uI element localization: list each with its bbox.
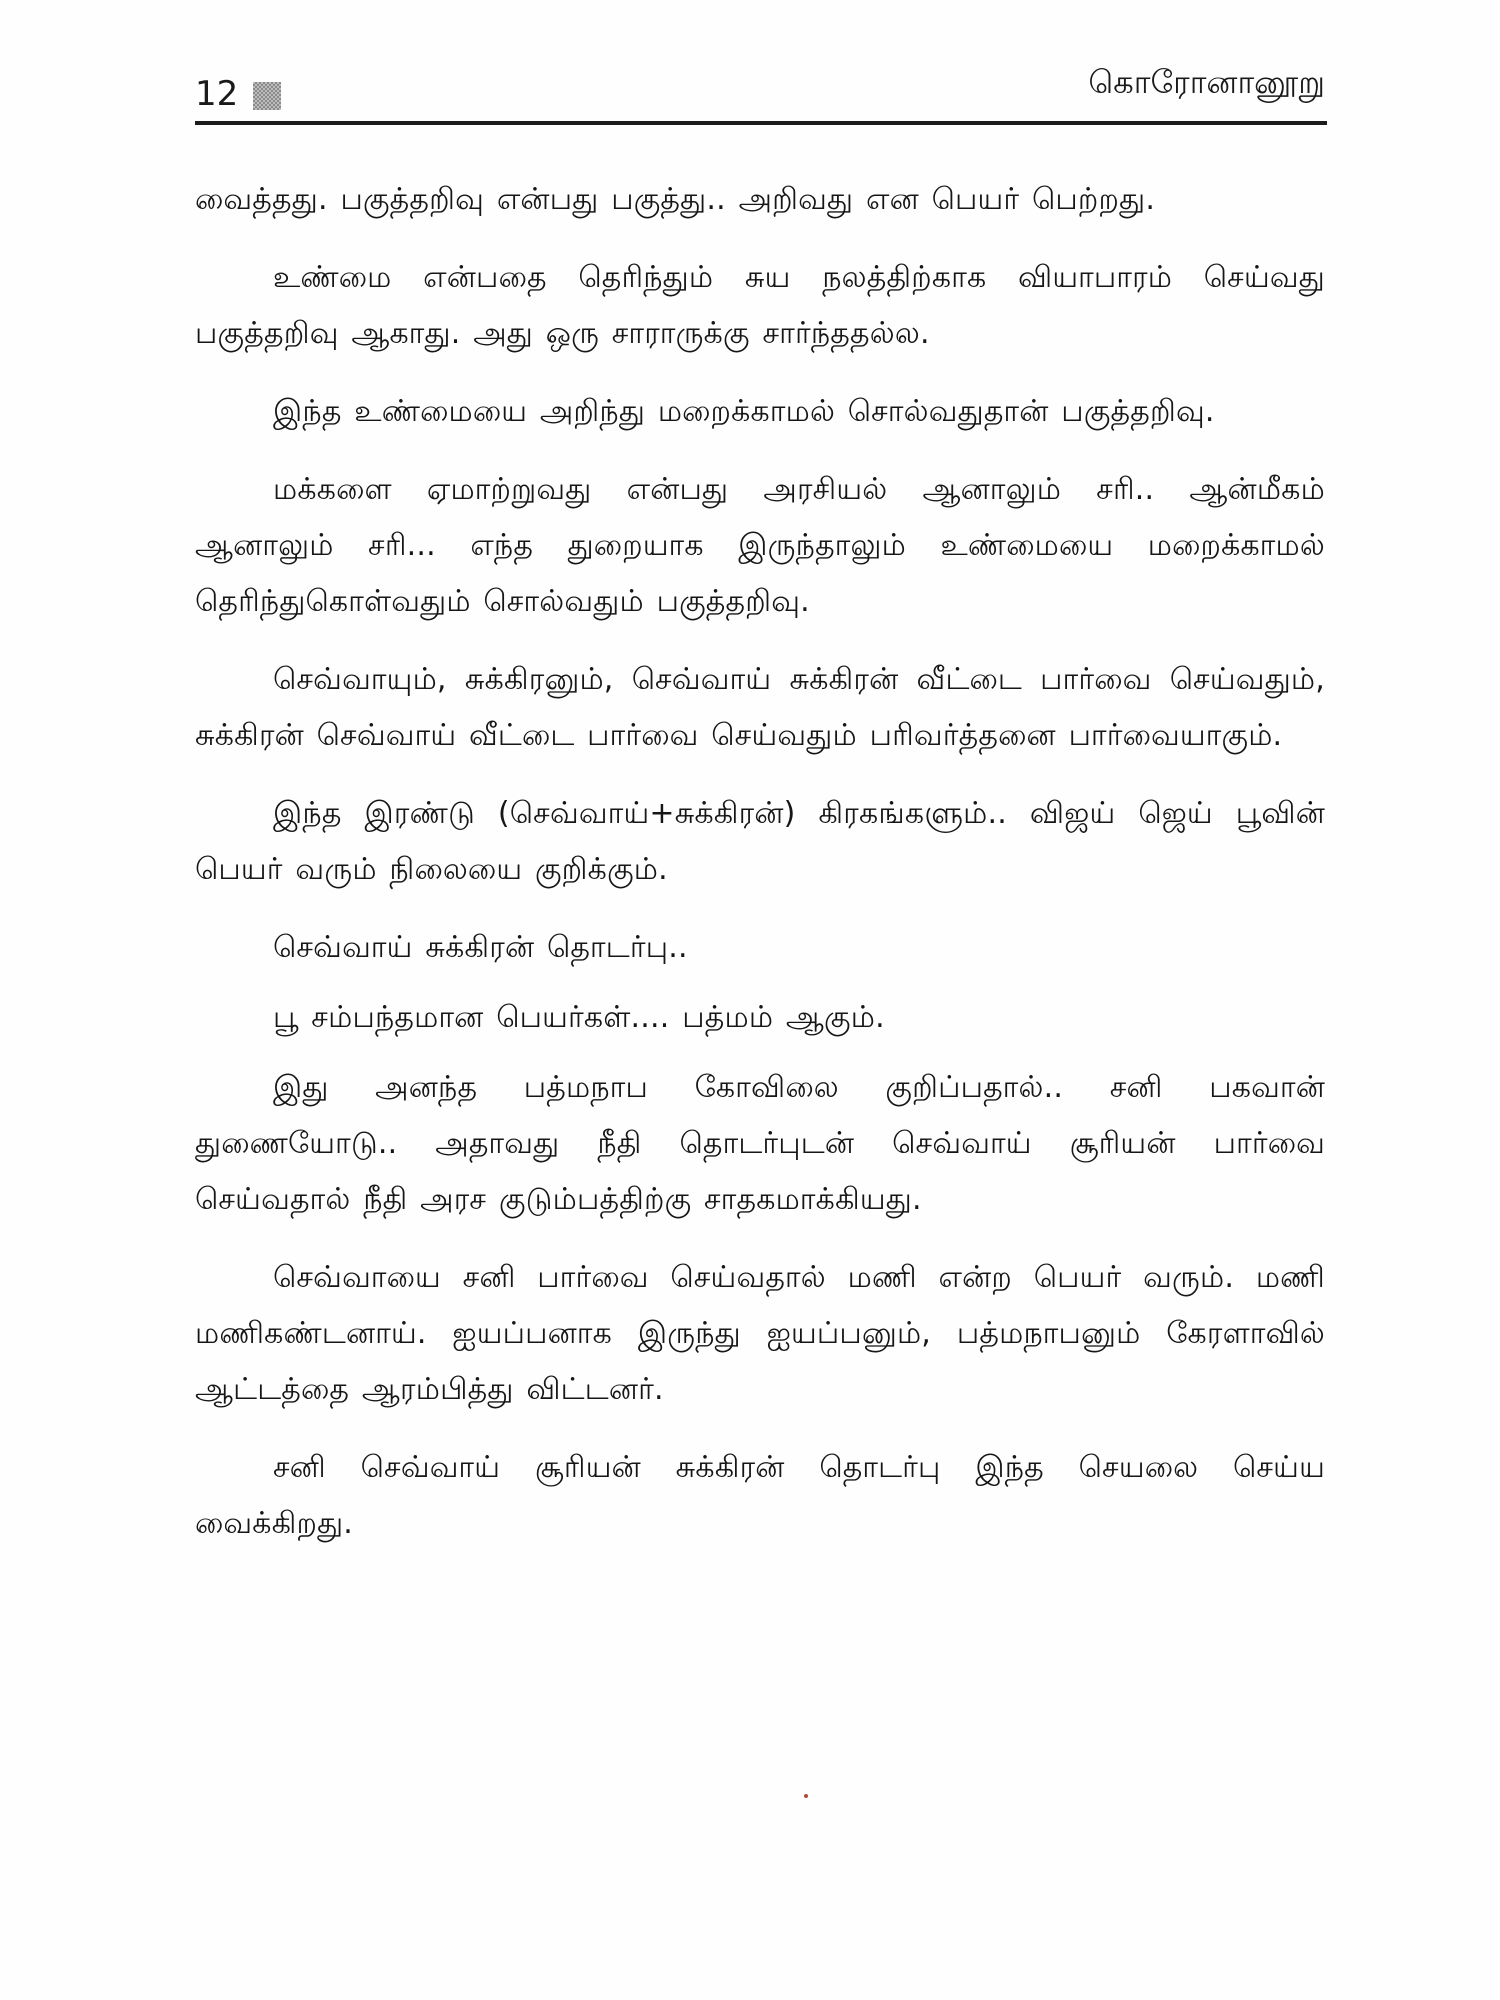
paragraph-2: உண்மை என்பதை தெரிந்தும் சுய நலத்திற்காக வியாபாரம் செய்வது பகுத்தறிவு ஆகாது. அது ஒரு சாராருக்கு சார்ந்ததல்ல. [195, 260, 1325, 351]
paragraph-3: இந்த உண்மையை அறிந்து மறைக்காமல் சொல்வதுதான் பகுத்தறிவு. [273, 394, 1215, 429]
paragraph-5: செவ்வாயும், சுக்கிரனும், செவ்வாய் சுக்கிரன் வீட்டை பார்வை செய்வதும், சுக்கிரன் செவ்வாய் வீட்டை பார்வை செய்வதும் பரிவர்த்தனை பார்வையாகும். [195, 662, 1325, 753]
header-divider [195, 121, 1327, 125]
running-title: கொரோனானூறு [1088, 63, 1325, 101]
body-text [195, 172, 1325, 1574]
halftone-square-icon [253, 82, 281, 110]
paragraph-7: செவ்வாய் சுக்கிரன் தொடர்பு.. [273, 930, 688, 965]
page-header [195, 62, 1325, 122]
paragraph-1: வைத்தது. பகுத்தறிவு என்பது பகுத்து.. அறிவது என பெயர் பெற்றது. [195, 182, 1156, 217]
paragraph-8: பூ சம்பந்தமான பெயர்கள்.... பத்மம் ஆகும். [273, 1000, 885, 1035]
paragraph-6: இந்த இரண்டு (செவ்வாய்+சுக்கிரன்) கிரகங்களும்.. விஜய் ஜெய் பூவின் பெயர் வரும் நிலையை குறிக்கும். [195, 796, 1325, 887]
paragraph-11: சனி செவ்வாய் சூரியன் சுக்கிரன் தொடர்பு இந்த செயலை செய்ய வைக்கிறது. [195, 1450, 1325, 1541]
page-number: 12 [195, 74, 239, 114]
paragraph-9: இது அனந்த பத்மநாப கோவிலை குறிப்பதால்.. சனி பகவான் துணையோடு.. அதாவது நீதி தொடர்புடன் செவ்வாய் சூரியன் பார்வை செய்வதால் நீதி அரச குடும்பத்திற்கு சாதகமாக்கியது. [195, 1070, 1325, 1217]
paragraph-4: மக்களை ஏமாற்றுவது என்பது அரசியல் ஆனாலும் சரி.. ஆன்மீகம் ஆனாலும் சரி... எந்த துறையாக இருந்தாலும் உண்மையை மறைக்காமல் தெரிந்துகொள்வதும் சொல்வதும் பகுத்தறிவு. [195, 472, 1325, 619]
paragraph-10: செவ்வாயை சனி பார்வை செய்வதால் மணி என்ற பெயர் வரும். மணி மணிகண்டனாய். ஐயப்பனாக இருந்து ஐயப்பனும், பத்மநாபனும் கேரளாவில் ஆட்டத்தை ஆரம்பித்து விட்டனர். [195, 1260, 1325, 1407]
ink-speck [804, 1794, 808, 1798]
